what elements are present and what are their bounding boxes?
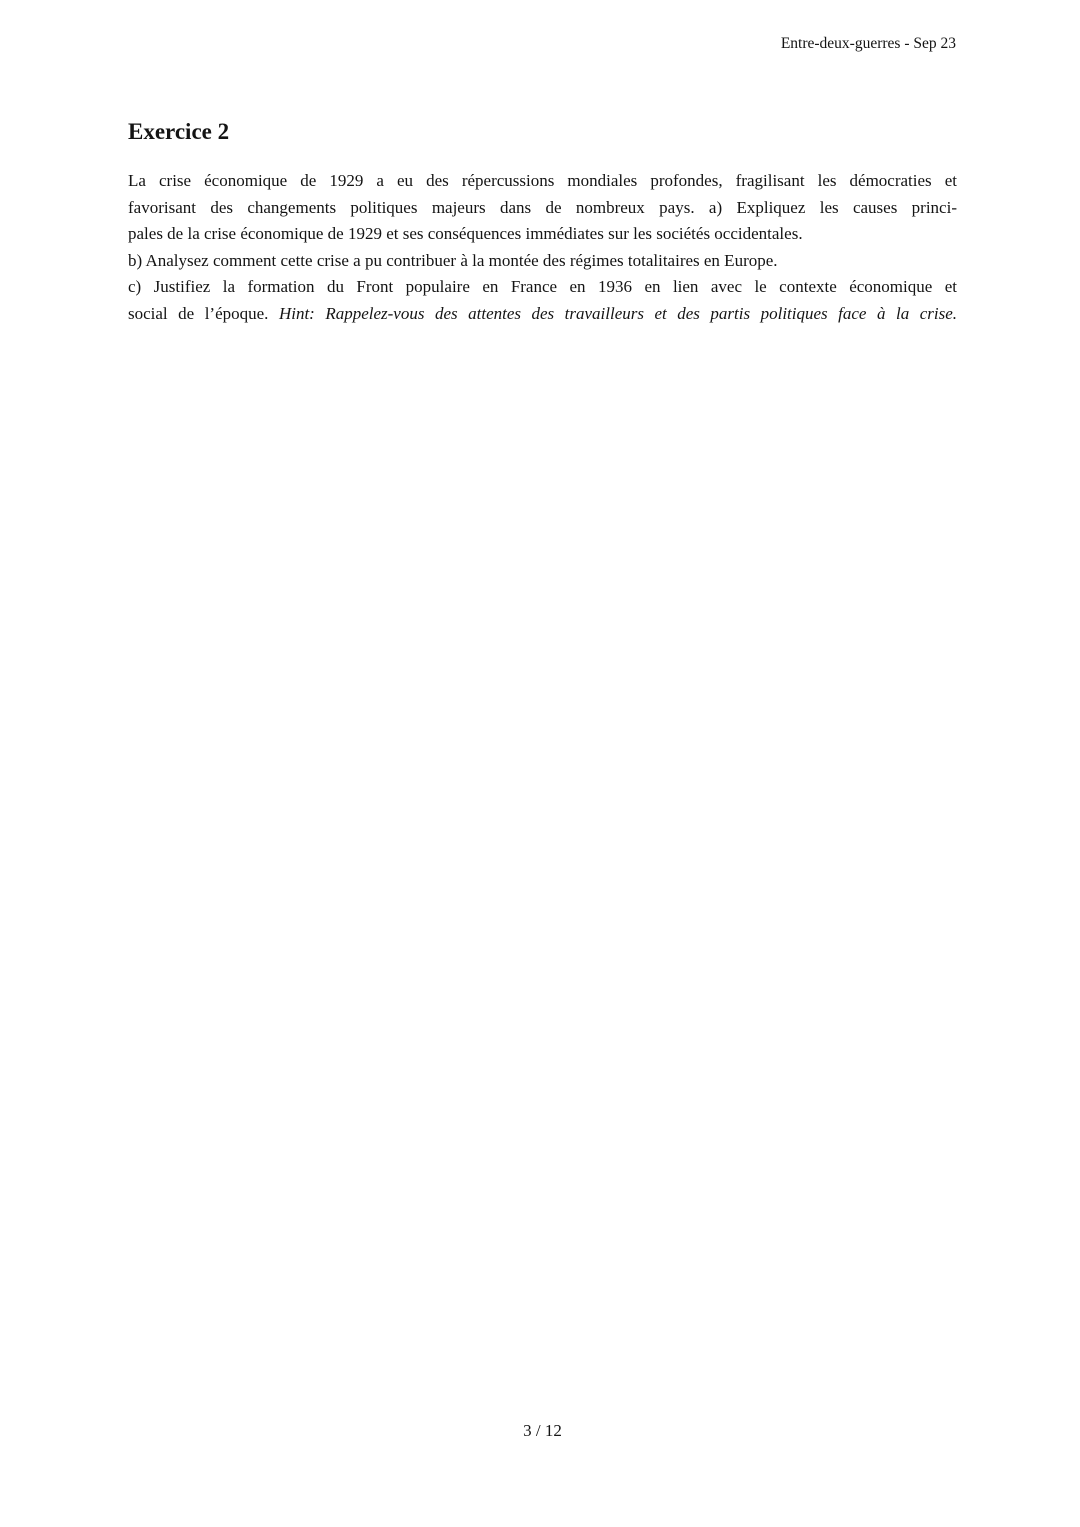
body-line-1: La crise économique de 1929 a eu des répercussions mondiales profondes, fragilisant les démocraties et xyxy=(128,171,957,190)
body-line-6-normal-text: social de l’époque. xyxy=(128,303,279,323)
exercise-title: Exercice 2 xyxy=(128,119,230,144)
body-line-6 xyxy=(128,301,957,328)
body-line-4: b) Analysez comment cette crise a pu contribuer à la montée des régimes totalitaires en Europe. xyxy=(128,250,778,270)
exercise-body xyxy=(128,168,957,327)
page-number: 3 / 12 xyxy=(523,1421,562,1440)
hint-text: Hint: Rappelez-vous des attentes des travailleurs et des partis politiques face à la crise. xyxy=(278,303,957,323)
page-header xyxy=(128,34,956,54)
body-line-3: pales de la crise économique de 1929 et ses conséquences immédiates sur les sociétés occidentales. xyxy=(128,224,803,243)
body-line-5: c) Justifiez la formation du Front populaire en France en 1936 en lien avec le contexte économique et xyxy=(128,277,957,296)
page-footer xyxy=(128,1419,957,1443)
body-line-2: favorisant des changements politiques majeurs dans de nombreux pays. a) Expliquez les causes princi- xyxy=(128,197,957,217)
header-text: Entre-deux-guerres - Sep 23 xyxy=(780,35,956,52)
